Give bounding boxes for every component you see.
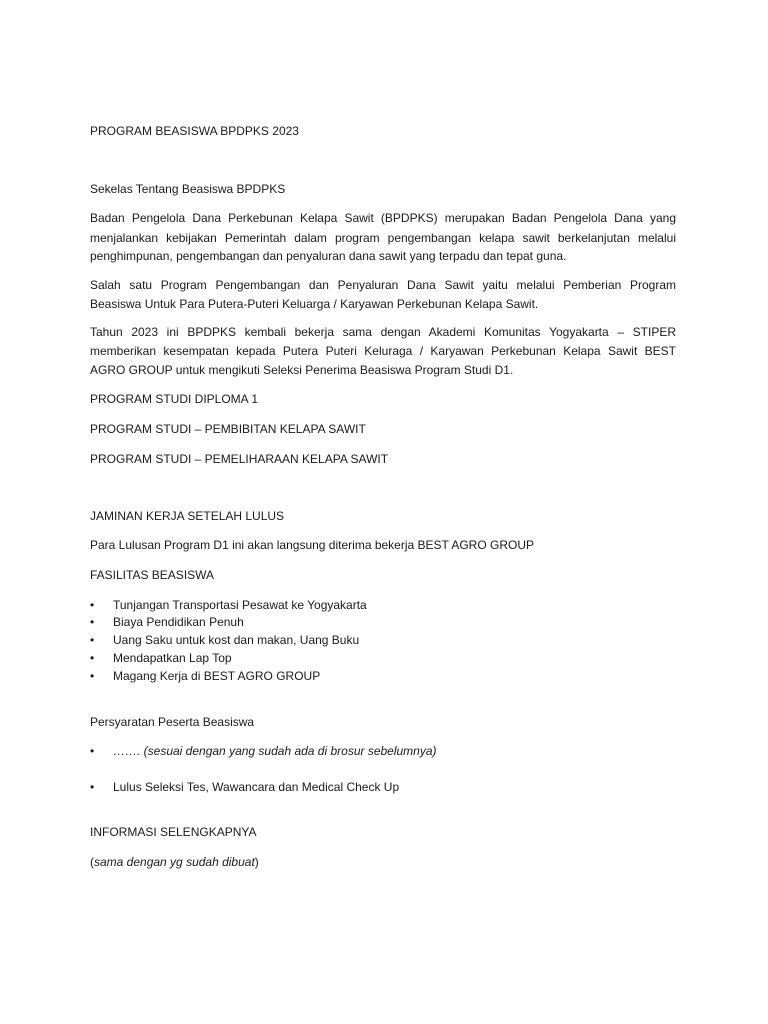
informasi-italic-text: sama dengan yg sudah dibuat (94, 855, 255, 869)
para3-line2: memberikan kesempatan kepada Putera Puteri Keluraga / Karyawan Perkebunan Kelapa Sawit BEST (90, 344, 676, 358)
para3-line3: AGRO GROUP untuk mengikuti Seleksi Penerima Beasiswa Program Studi D1. (90, 363, 514, 377)
para1-line1: Badan Pengelola Dana Perkebunan Kelapa Sawit (BPDPKS) merupakan Badan Pengelola Dana yang (90, 211, 676, 225)
bullet-icon: • (90, 615, 95, 629)
fasilitas-item: Uang Saku untuk kost dan makan, Uang Buku (113, 633, 360, 647)
jaminan-text: Para Lulusan Program D1 ini akan langsung diterima bekerja BEST AGRO GROUP (90, 538, 534, 552)
intro-heading: Sekelas Tentang Beasiswa BPDPKS (90, 182, 286, 196)
persyaratan-item: ……. (sesuai dengan yang sudah ada di brosur sebelumnya) (113, 744, 437, 758)
bullet-icon: • (90, 598, 95, 612)
bullet-icon: • (90, 669, 95, 683)
fasilitas-item: Biaya Pendidikan Penuh (113, 615, 244, 629)
informasi-open-paren: ( (90, 855, 94, 869)
fasilitas-item: Mendapatkan Lap Top (113, 651, 232, 665)
para1-line2: menjalankan kebijakan Pemerintah dalam program pengembangan kelapa sawit berkelanjutan melalui (90, 231, 676, 245)
persyaratan-heading: Persyaratan Peserta Beasiswa (90, 715, 255, 729)
persyaratan-item: Lulus Seleksi Tes, Wawancara dan Medical Check Up (113, 780, 400, 794)
bullet-icon: • (90, 780, 95, 794)
fasilitas-heading: FASILITAS BEASISWA (90, 568, 215, 582)
program-line-diploma: PROGRAM STUDI DIPLOMA 1 (90, 392, 259, 406)
para1-line3: penghimpunan, pengembangan dan penyaluran dana sawit yang terpadu dan tepat guna. (90, 249, 567, 263)
fasilitas-item: Magang Kerja di BEST AGRO GROUP (113, 669, 321, 683)
informasi-text (90, 854, 259, 870)
para2-line2: Beasiswa Untuk Para Putera-Puteri Keluarga / Karyawan Perkebunan Kelapa Sawit. (90, 297, 539, 311)
para3-line1: Tahun 2023 ini BPDPKS kembali bekerja sama dengan Akademi Komunitas Yogyakarta – STIPER (90, 325, 676, 339)
program-line-pembibitan: PROGRAM STUDI – PEMBIBITAN KELAPA SAWIT (90, 422, 366, 436)
fasilitas-item: Tunjangan Transportasi Pesawat ke Yogyakarta (113, 598, 367, 612)
informasi-heading: INFORMASI SELENGKAPNYA (90, 825, 257, 839)
jaminan-heading: JAMINAN KERJA SETELAH LULUS (90, 509, 285, 523)
bullet-icon: • (90, 744, 95, 758)
bullet-icon: • (90, 651, 95, 665)
informasi-close-paren: ) (254, 855, 259, 869)
program-line-pemeliharaan: PROGRAM STUDI – PEMELIHARAAN KELAPA SAWIT (90, 452, 389, 466)
bullet-icon: • (90, 633, 95, 647)
document-title: PROGRAM BEASISWA BPDPKS 2023 (90, 124, 299, 138)
para2-line1: Salah satu Program Pengembangan dan Penyaluran Dana Sawit yaitu melalui Pemberian Program (90, 278, 676, 292)
